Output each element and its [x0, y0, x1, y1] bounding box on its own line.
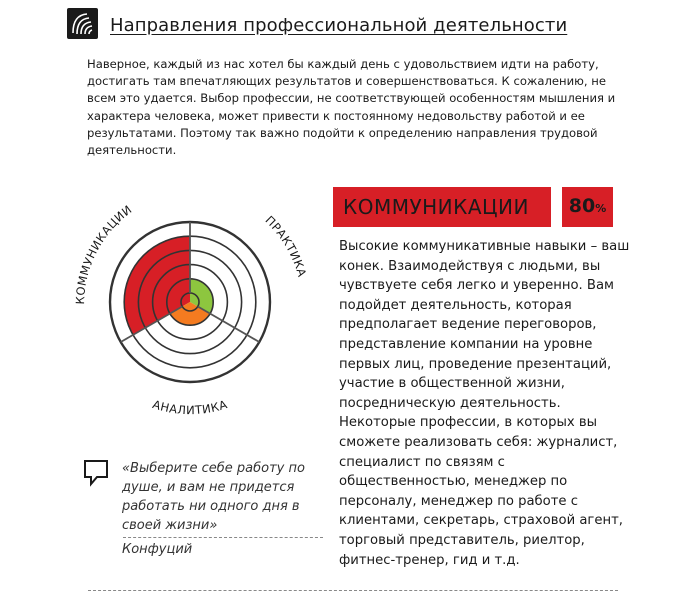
- result-percent-sign: %: [595, 202, 607, 215]
- result-description: Высокие коммуникативные навыки – ваш конек. Взаимодействуя с людьми, вы чувствуете себя легко и уверенно. Вам подойдет деятельность, которая предполагает ведение переговоров, представление компании на уровне первых лиц, проведение презентаций, участие в общественной жизни, посредническую деятельность. Некоторые профессии, в которых вы сможете реализовать себя: журналист, специалист по связям с общественностью, менеджер по персоналу, менеджер по работе с клиентами, секретарь, страховой агент, торговый представитель, риелтор, фитнес-тренер, гид и т.д.: [339, 239, 630, 568]
- svg-text:ПРАКТИКА: [262, 213, 309, 279]
- bottom-divider: [88, 590, 618, 591]
- result-percent-value: 80: [568, 195, 596, 217]
- result-percent-badge: [562, 187, 613, 227]
- quote-author: Конфуций: [122, 542, 193, 557]
- page-title: Направления профессиональной деятельности: [110, 15, 568, 36]
- chart-label-practice: ПРАКТИКА: [262, 212, 310, 279]
- intro-paragraph: Наверное, каждый из нас хотел бы каждый день с удовольствием идти на работу, достигать там впечатляющих результатов и совершенствоваться. К сожалению, не всем это удается. Выбор профессии, не соответствующей особенностям мышления и характера человека, может привести к постоянному недовольству работой и ее результатами. Поэтому так важно подойти к определению направления трудовой деятельности.: [87, 57, 616, 158]
- fingerprint-icon: [67, 8, 98, 39]
- result-category-label: КОММУНИКАЦИИ: [333, 187, 551, 227]
- quote-divider: [123, 537, 323, 538]
- chart-label-analytics: АНАЛИТИКА: [150, 397, 230, 418]
- speech-bubble-icon: [83, 459, 109, 487]
- profession-chart: [70, 190, 310, 420]
- svg-text:АНАЛИТИКА: [151, 397, 229, 417]
- chart-label-communications: КОММУНИКАЦИИ: [72, 202, 135, 305]
- quote-text: «Выберите себе работу по душе, и вам не придется работать ни одного дня в своей жизни»: [122, 461, 305, 533]
